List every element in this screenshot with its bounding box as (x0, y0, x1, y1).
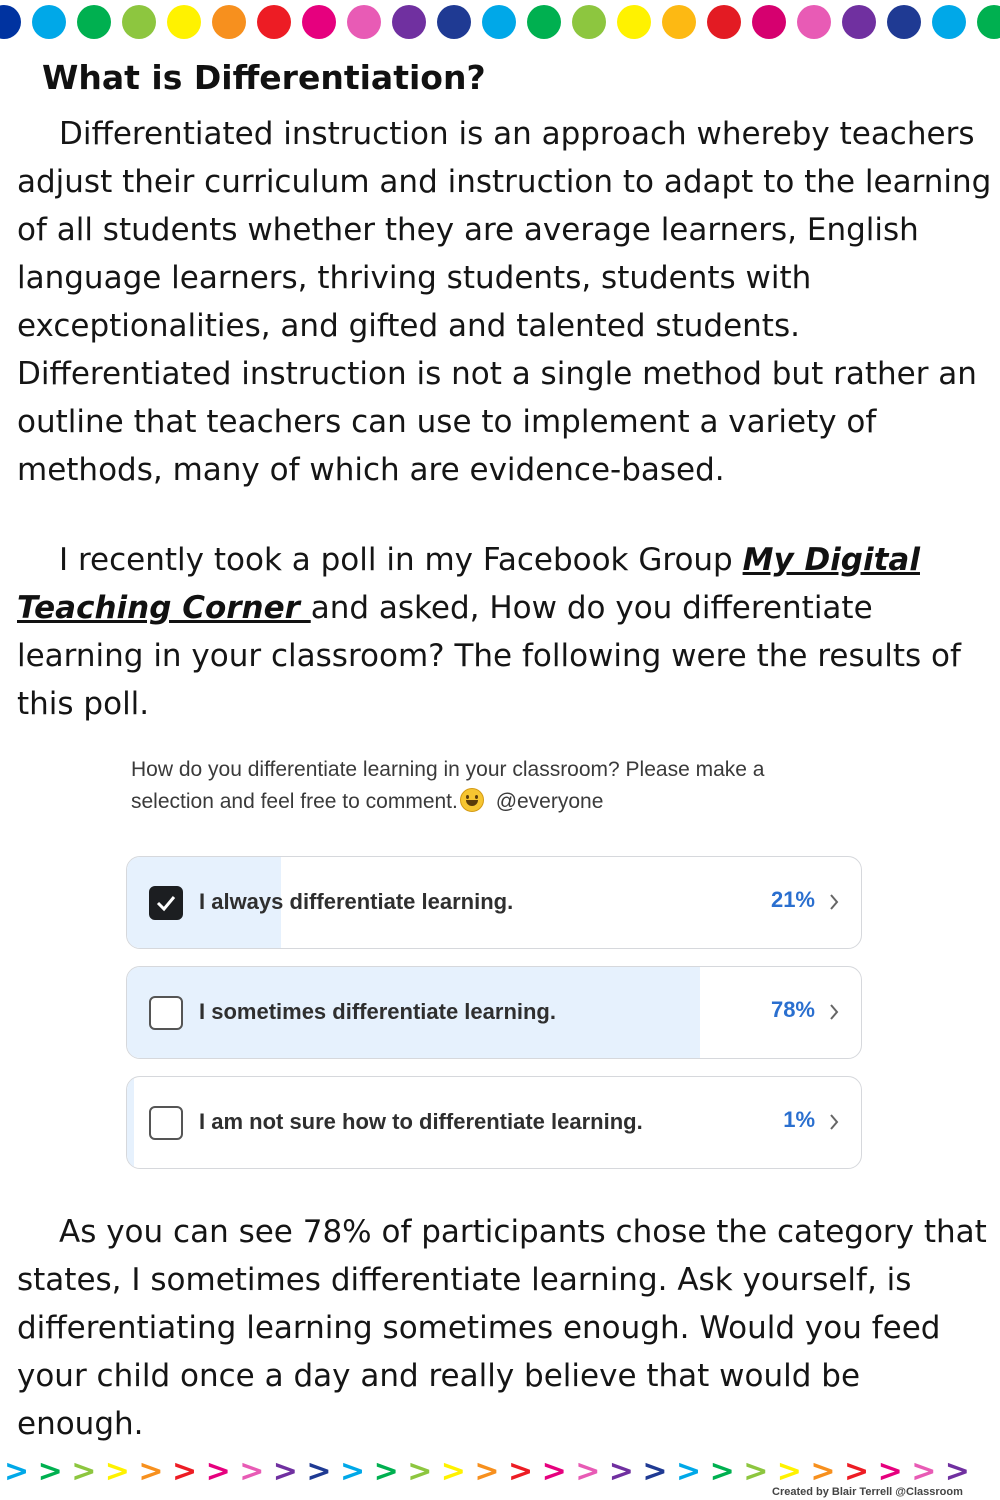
decorative-arrow: > (440, 1454, 466, 1489)
decorative-arrow: > (474, 1454, 500, 1489)
decorative-arrow: > (239, 1454, 265, 1489)
intro-paragraph-text: Differentiated instruction is an approach whereby teachers adjust their curriculum and instruction to adapt to the learning of all students whether they are average learners, English language learners, thriving students, students with exceptionalities, and gifted and talented students. Differentiated instruction is not a single method but rather an outline that teachers can use to implement a variety of methods, many of which are evidence-based. (17, 116, 992, 488)
decorative-arrow: > (541, 1454, 567, 1489)
poll-option-not-sure[interactable] (126, 1076, 862, 1169)
decorative-arrow: > (642, 1454, 668, 1489)
decorative-arrow: > (4, 1454, 30, 1489)
decorative-arrow: > (172, 1454, 198, 1489)
poll-option-sometimes[interactable] (126, 966, 862, 1059)
decorative-dot (887, 5, 921, 39)
decorative-arrow: > (944, 1454, 970, 1489)
decorative-dot (617, 5, 651, 39)
poll-result-bar (127, 1077, 134, 1168)
poll-checkbox[interactable] (149, 886, 183, 920)
decorative-arrow: > (340, 1454, 366, 1489)
credit-text: Created by Blair Terrell @Classroom (772, 1486, 963, 1498)
decorative-dot (0, 5, 21, 39)
decorative-arrow: > (844, 1454, 870, 1489)
decorative-arrow: > (138, 1454, 164, 1489)
decorative-dot (752, 5, 786, 39)
chevron-right-icon (829, 893, 839, 911)
conclusion-paragraph (17, 1208, 992, 1448)
poll-intro-text-start: I recently took a poll in my Facebook Group (59, 542, 743, 578)
decorative-arrow: > (877, 1454, 903, 1489)
decorative-arrow: > (743, 1454, 769, 1489)
conclusion-paragraph-text: As you can see 78% of participants chose the category that states, I sometimes differentiate learning. Ask yourself, is differentiating learning sometimes enough. Would you feed your child once a day and really believe that would be enough. (17, 1214, 987, 1442)
decorative-arrow: > (71, 1454, 97, 1489)
decorative-arrow: > (407, 1454, 433, 1489)
decorative-arrow: > (104, 1454, 130, 1489)
decorative-dot (662, 5, 696, 39)
decorative-dot (392, 5, 426, 39)
poll-question-text: How do you differentiate learning in your classroom? Please make a selection and feel free to comment. (131, 758, 765, 813)
decorative-arrow: > (37, 1454, 63, 1489)
decorative-arrow: > (508, 1454, 534, 1489)
intro-paragraph (17, 110, 992, 494)
checkmark-icon (156, 894, 176, 912)
decorative-dot (482, 5, 516, 39)
page-title: What is Differentiation? (42, 58, 486, 97)
top-dot-border (0, 0, 1000, 44)
decorative-dot (707, 5, 741, 39)
poll-option-always[interactable] (126, 856, 862, 949)
decorative-arrow: > (205, 1454, 231, 1489)
decorative-dot (302, 5, 336, 39)
decorative-arrow: > (306, 1454, 332, 1489)
poll-checkbox[interactable] (149, 1106, 183, 1140)
decorative-arrow: > (676, 1454, 702, 1489)
chevron-right-icon (829, 1003, 839, 1021)
poll-mention: @everyone (495, 790, 604, 813)
decorative-dot (437, 5, 471, 39)
decorative-dot (347, 5, 381, 39)
poll-intro-paragraph (17, 536, 992, 728)
decorative-dot (932, 5, 966, 39)
decorative-dot (842, 5, 876, 39)
decorative-arrow: > (373, 1454, 399, 1489)
poll-option-label: I sometimes differentiate learning. (199, 999, 556, 1024)
decorative-dot (797, 5, 831, 39)
decorative-dot (572, 5, 606, 39)
decorative-dot (167, 5, 201, 39)
decorative-arrow: > (776, 1454, 802, 1489)
decorative-dot (977, 5, 1000, 39)
decorative-dot (257, 5, 291, 39)
decorative-dot (32, 5, 66, 39)
decorative-arrow: > (575, 1454, 601, 1489)
poll-question (131, 754, 851, 818)
poll-option-label: I am not sure how to differentiate learning. (199, 1109, 643, 1134)
facebook-group-link[interactable]: My Digital Teaching Corner (17, 542, 920, 626)
decorative-dot (212, 5, 246, 39)
poll-percentage: 21% (770, 887, 815, 912)
decorative-dot (122, 5, 156, 39)
poll-percentage: 78% (770, 997, 815, 1022)
decorative-arrow: > (272, 1454, 298, 1489)
decorative-dot (77, 5, 111, 39)
decorative-dot (527, 5, 561, 39)
poll-checkbox[interactable] (149, 996, 183, 1030)
chevron-right-icon (829, 1113, 839, 1131)
decorative-arrow: > (709, 1454, 735, 1489)
poll-intro-text-end: and asked, How do you differentiate learning in your classroom? The following were the results of this poll. (17, 590, 961, 722)
poll-option-label: I always differentiate learning. (199, 889, 514, 914)
decorative-arrow: > (810, 1454, 836, 1489)
decorative-arrow: > (608, 1454, 634, 1489)
poll-percentage: 1% (783, 1107, 815, 1132)
grinning-face-icon (460, 788, 484, 812)
decorative-arrow: > (911, 1454, 937, 1489)
